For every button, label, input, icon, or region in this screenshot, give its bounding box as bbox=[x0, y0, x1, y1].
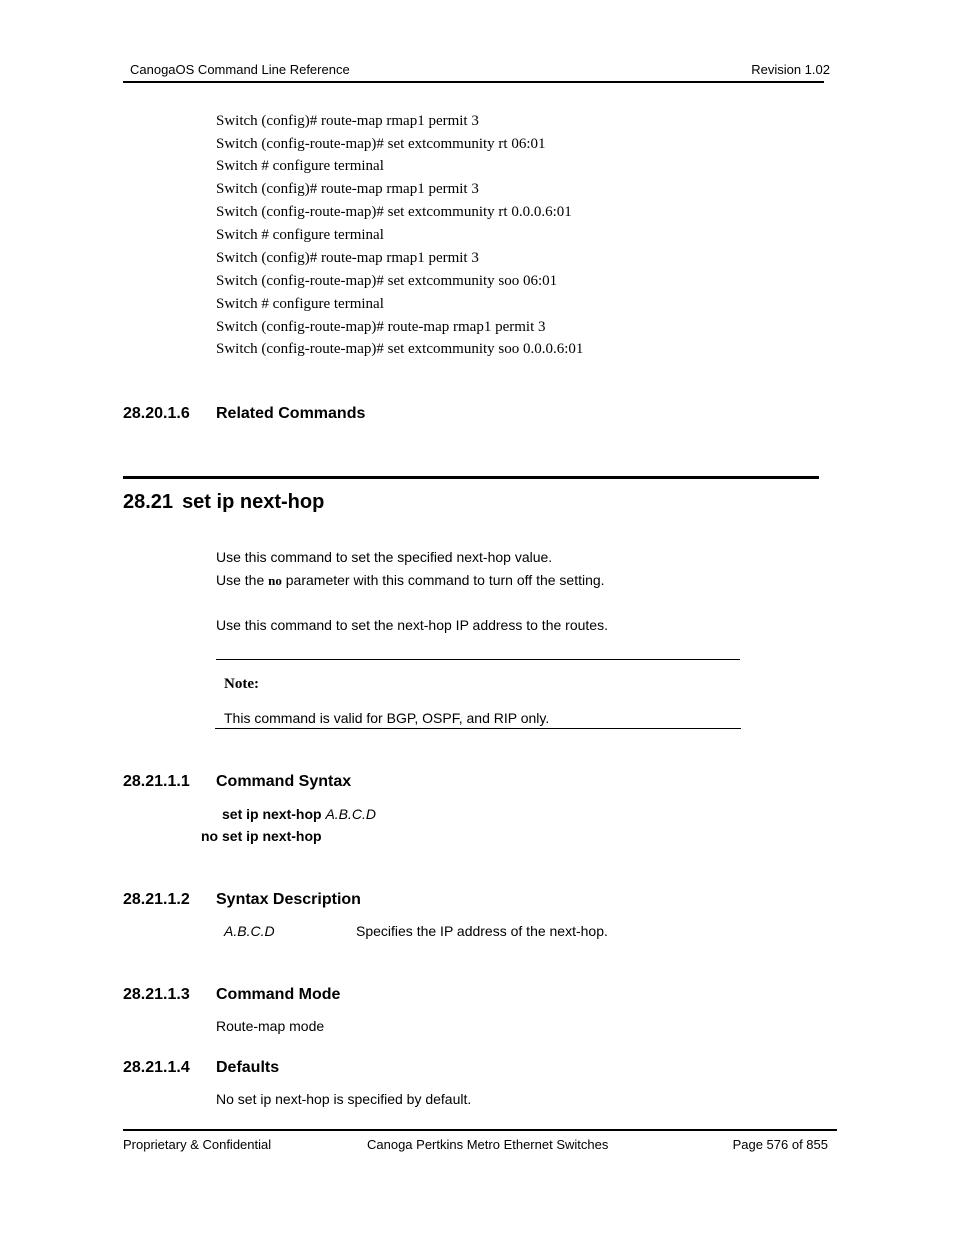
intro-line-2 bbox=[216, 572, 605, 589]
syntax-cmd: set ip next-hop bbox=[222, 806, 322, 822]
defaults-number: 28.21.1.4 bbox=[123, 1059, 190, 1076]
intro-line-3: Use this command to set the next-hop IP address to the routes. bbox=[216, 617, 608, 633]
description-text: Specifies the IP address of the next-hop. bbox=[356, 923, 608, 939]
intro-line-2-prefix: Use the bbox=[216, 572, 265, 588]
example-line: Switch (config)# route-map rmap1 permit 3 bbox=[216, 113, 479, 129]
header-title: CanogaOS Command Line Reference bbox=[130, 62, 350, 77]
note-top-rule bbox=[216, 659, 740, 660]
example-line: Switch # configure terminal bbox=[216, 158, 384, 174]
intro-line-2-suffix: parameter with this command to turn off the setting. bbox=[285, 572, 605, 588]
syntax-arg: A.B.C.D bbox=[325, 806, 377, 822]
example-line: Switch # configure terminal bbox=[216, 296, 384, 312]
section-heading bbox=[123, 491, 324, 514]
syntax-command bbox=[222, 806, 376, 822]
mode-title: Command Mode bbox=[216, 986, 341, 1003]
example-line: Switch (config-route-map)# set extcommunity rt 0.0.0.6:01 bbox=[216, 204, 572, 220]
example-line: Switch (config-route-map)# set extcommunity soo 06:01 bbox=[216, 273, 558, 289]
footer-page-number: Page 576 of 855 bbox=[732, 1137, 828, 1152]
description-number: 28.21.1.2 bbox=[123, 891, 190, 908]
section-rule bbox=[123, 476, 819, 479]
mode-number: 28.21.1.3 bbox=[123, 986, 190, 1003]
example-line: Switch (config-route-map)# set extcommunity soo 0.0.0.6:01 bbox=[216, 341, 584, 357]
mode-text: Route-map mode bbox=[216, 1018, 325, 1034]
example-line: Switch (config)# route-map rmap1 permit 3 bbox=[216, 250, 479, 266]
note-bottom-rule bbox=[215, 728, 741, 729]
description-title: Syntax Description bbox=[216, 891, 361, 908]
syntax-number: 28.21.1.1 bbox=[123, 773, 190, 790]
footer-center: Canoga Pertkins Metro Ethernet Switches bbox=[367, 1137, 609, 1152]
syntax-title: Command Syntax bbox=[216, 773, 352, 790]
footer-rule bbox=[123, 1129, 837, 1131]
related-number: 28.20.1.6 bbox=[123, 405, 190, 422]
intro-line-1: Use this command to set the specified next-hop value. bbox=[216, 549, 553, 565]
note-label: Note: bbox=[224, 676, 259, 692]
example-line: Switch # configure terminal bbox=[216, 227, 384, 243]
section-number: 28.21 bbox=[123, 491, 174, 513]
footer-left: Proprietary & Confidential bbox=[123, 1137, 272, 1152]
defaults-title: Defaults bbox=[216, 1059, 280, 1076]
note-text: This command is valid for BGP, OSPF, and RIP only. bbox=[224, 710, 550, 726]
example-line: Switch (config-route-map)# route-map rmap1 permit 3 bbox=[216, 319, 546, 335]
header-revision: Revision 1.02 bbox=[751, 62, 830, 77]
syntax-no-command: no set ip next-hop bbox=[201, 828, 322, 844]
header-rule bbox=[123, 81, 824, 83]
defaults-text: No set ip next-hop is specified by default. bbox=[216, 1091, 472, 1107]
section-title: set ip next-hop bbox=[182, 491, 325, 513]
description-param: A.B.C.D bbox=[224, 923, 275, 939]
intro-no-keyword: no bbox=[268, 573, 282, 588]
example-line: Switch (config-route-map)# set extcommunity rt 06:01 bbox=[216, 136, 546, 152]
example-line: Switch (config)# route-map rmap1 permit 3 bbox=[216, 181, 479, 197]
related-title: Related Commands bbox=[216, 405, 366, 422]
